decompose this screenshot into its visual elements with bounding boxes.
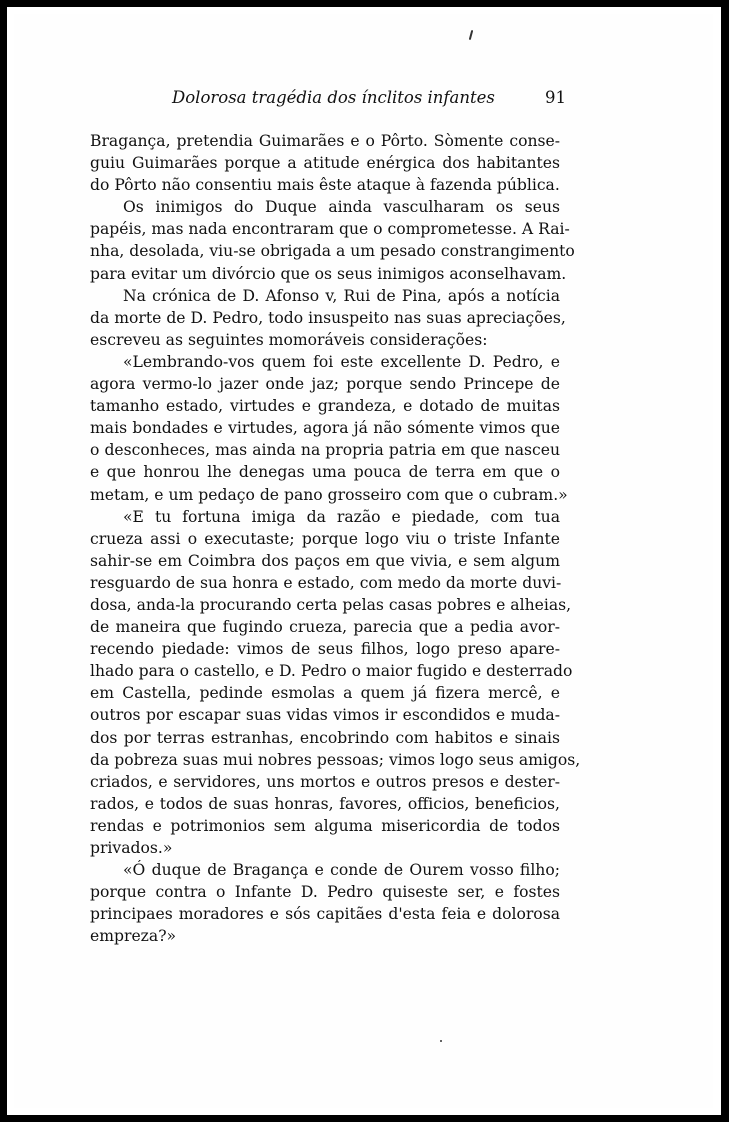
- text-line: principaes moradores e sós capitães d'esta feia e dolorosa: [90, 905, 560, 924]
- text-line: agora vermo-lo jazer onde jaz; porque sendo Princepe de: [90, 375, 560, 394]
- paragraph: [90, 196, 575, 284]
- text-line: sahir-se em Coimbra dos paços em que vivia, e sem algum: [90, 551, 560, 570]
- text-line: do Pôrto não consentiu mais êste ataque à fazenda pública.: [90, 176, 560, 195]
- page-number: 91: [545, 88, 566, 107]
- text-line: rados, e todos de suas honras, favores, officios, beneficios,: [90, 794, 560, 813]
- text-line: o desconheces, mas ainda na propria patria em que nasceu: [90, 441, 560, 460]
- paragraph: [90, 859, 560, 947]
- text-line: da pobreza suas mui nobres pessoas; vimos logo seus amigos,: [90, 750, 581, 769]
- text-line: rendas e potrimonios sem alguma misericordia de todos: [90, 816, 560, 835]
- running-title: Dolorosa tragédia dos ínclitos infantes: [172, 88, 495, 107]
- paragraph: [90, 285, 566, 351]
- text-line: Bragança, pretendia Guimarães e o Pôrto. Sòmente conse-: [90, 132, 560, 150]
- text-line: privados.»: [90, 839, 173, 857]
- paragraph: [90, 351, 568, 506]
- text-line: Na crónica de D. Afonso v, Rui de Pina, após a notícia: [123, 286, 560, 305]
- text-line: escreveu as seguintes momoráveis considerações:: [90, 330, 488, 349]
- text-line: em Castella, pedinde esmolas a quem já fizera mercê, e: [90, 684, 560, 703]
- text-line: tamanho estado, virtudes e grandeza, e dotado de muitas: [90, 397, 560, 416]
- text-line: empreza?»: [90, 927, 177, 946]
- text-line: «E tu fortuna imiga da razão e piedade, com tua: [123, 507, 560, 526]
- text-line: dos por terras estranhas, encobrindo com habitos e sinais: [90, 728, 560, 747]
- scan-speck: [440, 1040, 442, 1042]
- text-line: Os inimigos do Duque ainda vasculharam os seus: [123, 198, 560, 217]
- text-line: criados, e servidores, uns mortos e outros presos e dester-: [90, 772, 560, 791]
- text-line: metam, e um pedaço de pano grosseiro com que o cubram.»: [90, 485, 568, 504]
- paragraph: [90, 130, 560, 196]
- text-line: nha, desolada, viu-se obrigada a um pesado constrangimento: [90, 242, 575, 261]
- text-line: resguardo de sua honra e estado, com medo da morte duvi-: [90, 573, 562, 592]
- text-line: mais bondades e virtudes, agora já não sómente vimos que: [90, 419, 560, 438]
- text-line: porque contra o Infante D. Pedro quiseste ser, e fostes: [90, 883, 560, 902]
- text-line: lhado para o castello, e D. Pedro o maior fugido e desterrado: [90, 662, 573, 681]
- text-line: guiu Guimarães porque a atitude enérgica dos habitantes: [90, 154, 560, 173]
- text-line: e que honrou lhe denegas uma pouca de terra em que o: [90, 463, 560, 482]
- text-line: dosa, anda-la procurando certa pelas casas pobres e alheias,: [90, 595, 572, 614]
- paragraph: [90, 506, 581, 860]
- running-header: [172, 88, 566, 112]
- text-line: para evitar um divórcio que os seus inimigos aconselhavam.: [90, 264, 567, 283]
- body-text: [90, 130, 581, 947]
- text-line: outros por escapar suas vidas vimos ir escondidos e muda-: [90, 706, 560, 725]
- text-line: «Ó duque de Bragança e conde de Ourem vosso filho;: [123, 861, 560, 880]
- text-line: da morte de D. Pedro, todo insuspeito nas suas apreciações,: [90, 308, 566, 327]
- text-line: crueza assi o executaste; porque logo viu o triste Infante: [90, 529, 560, 548]
- text-line: recendo piedade: vimos de seus filhos, logo preso apare-: [90, 640, 560, 659]
- text-line: «Lembrando-vos quem foi este excellente D. Pedro, e: [123, 352, 560, 371]
- text-line: papéis, mas nada encontraram que o comprometesse. A Rai-: [90, 220, 570, 239]
- text-line: de maneira que fugindo crueza, parecia que a pedia avor-: [90, 618, 560, 637]
